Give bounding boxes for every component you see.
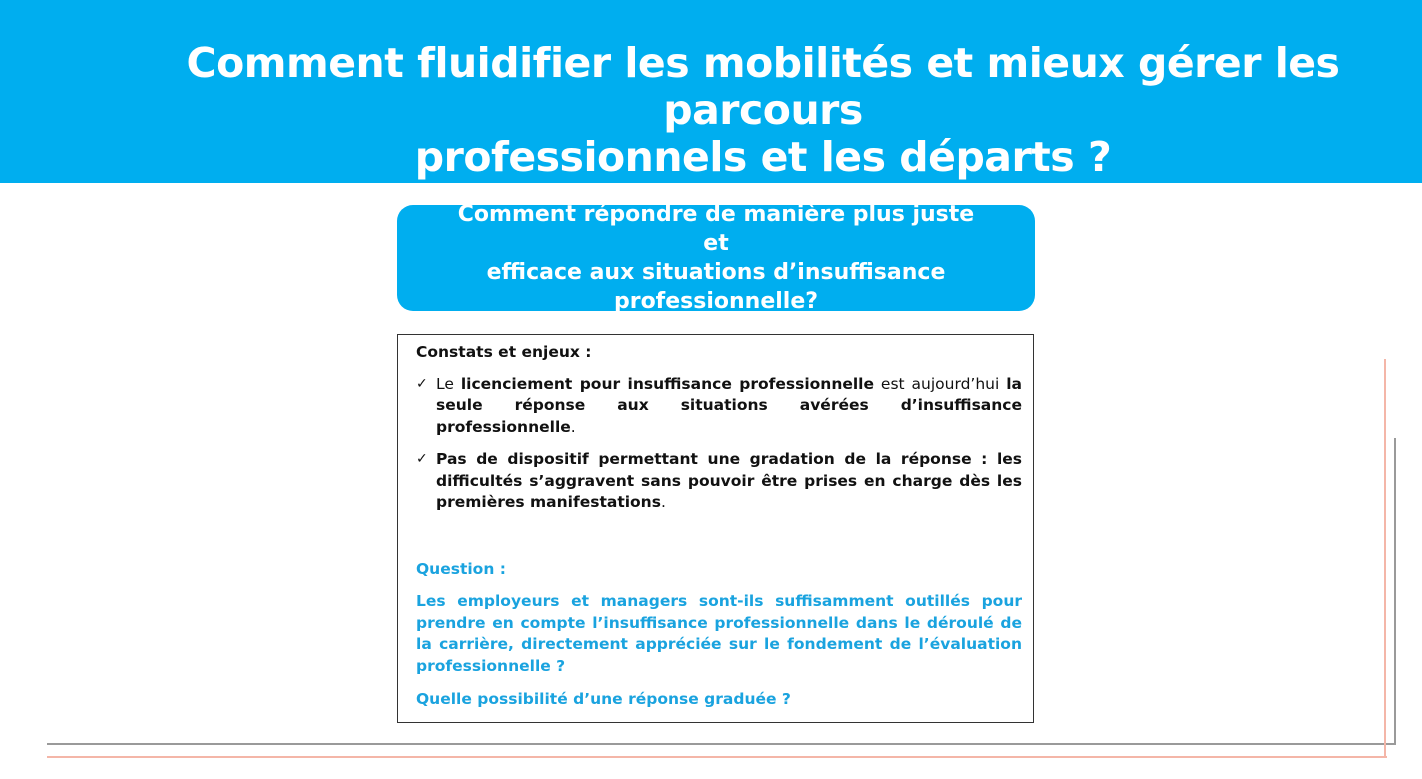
checkmark-icon: ✓ — [416, 451, 428, 467]
decorative-line-salmon-horizontal — [47, 756, 1387, 758]
section-heading: Constats et enjeux : — [416, 343, 592, 361]
bullet-item-1 — [416, 374, 1022, 439]
content-box — [397, 334, 1034, 723]
bullet-text-2: Pas de dispositif permettant une gradation de la réponse : les difficultés s’aggravent sans pouvoir être prises en charge dès les premières manifestations. — [436, 450, 1022, 511]
main-question-line-1: Comment répondre de manière plus juste et — [457, 202, 975, 256]
page-title-line-2: professionnels et les départs ? — [414, 133, 1112, 181]
decorative-line-salmon-vertical — [1384, 359, 1386, 758]
decorative-line-gray-vertical — [1394, 438, 1396, 745]
page-title-line-1: Comment fluidifier les mobilités et mieux gérer les parcours — [186, 39, 1340, 134]
question-text-2: Quelle possibilité d’une réponse graduée ? — [416, 690, 791, 708]
question-label: Question : — [416, 559, 506, 578]
decorative-line-gray-horizontal — [47, 743, 1396, 745]
checkmark-icon: ✓ — [416, 375, 428, 392]
question-text-1: Les employeurs et managers sont-ils suffisamment outillés pour prendre en compte l’insuffisance professionnelle dans le déroulé de la carrière, directement appréciée sur le fondement de l’évaluation professionnelle ? — [416, 592, 1022, 675]
bullet-item-2 — [416, 449, 1022, 514]
main-question-line-2: efficace aux situations d’insuffisance — [486, 260, 946, 285]
main-question-text — [446, 200, 986, 316]
header-banner — [0, 0, 1422, 183]
main-question-box — [397, 202, 1035, 314]
page-title — [100, 40, 1422, 181]
bullet-text-1: Le licenciement pour insuffisance professionnelle est aujourd’hui la seule réponse aux situations avérées d’insuffisance professionnelle. — [436, 374, 1022, 436]
main-question-line-3: professionnelle? — [613, 289, 819, 314]
